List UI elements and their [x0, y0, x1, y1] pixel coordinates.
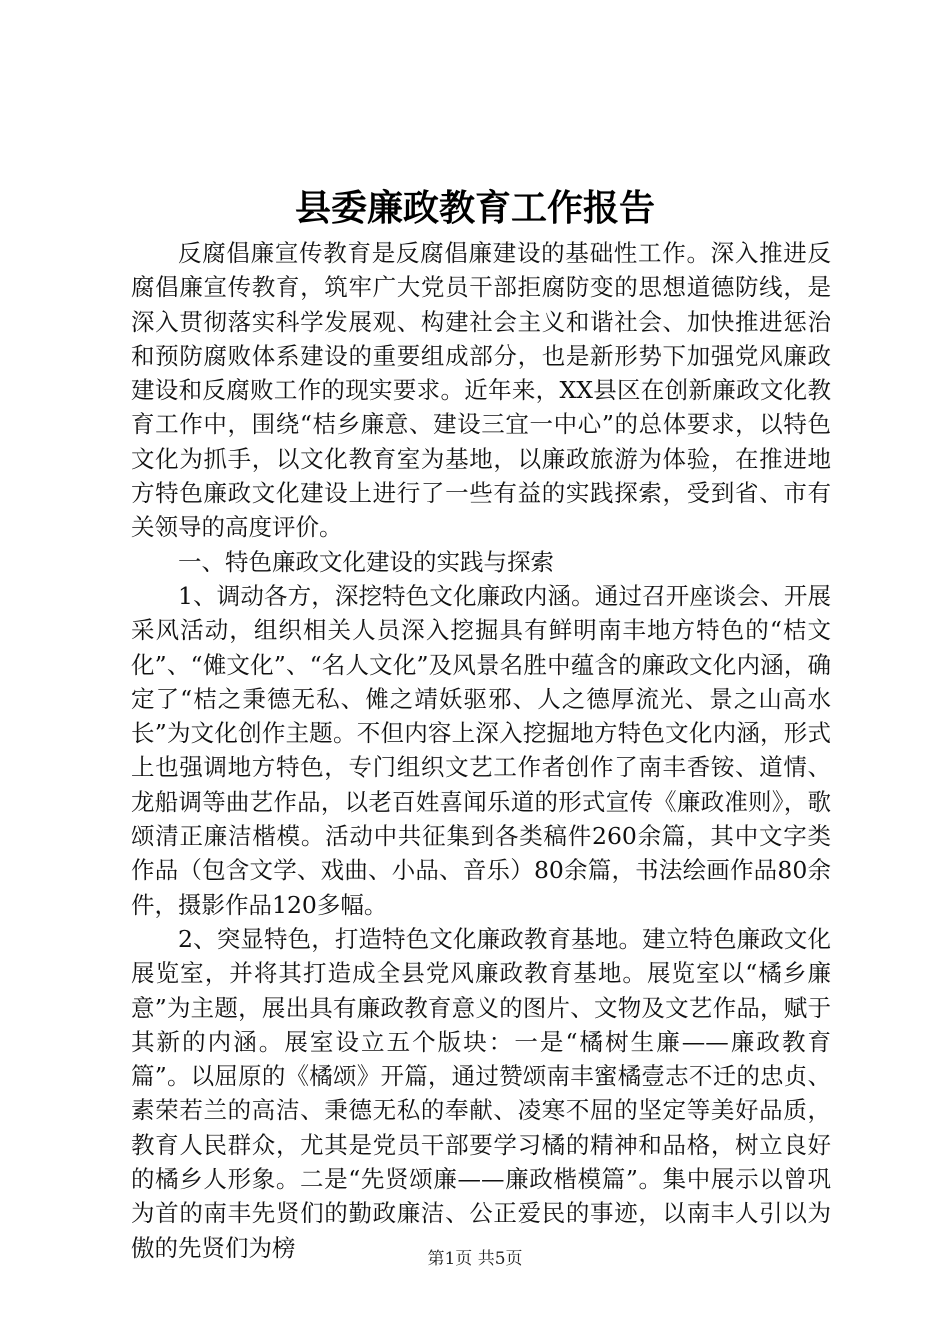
section-heading: 一、特色廉政文化建设的实践与探索 — [178, 547, 554, 576]
page-number-footer: 第1页 共5页 — [427, 1249, 523, 1269]
document-title: 县委廉政教育工作报告 — [294, 187, 655, 229]
body-paragraph-1: 1、调动各方，深挖特色文化廉政内涵。通过召开座谈会、开展采风活动，组织相关人员深入挖掘具有鲜明南丰地方特色的“桔文化”、“傩文化”、“名人文化”及风景名胜中蕴含的廉政文化内涵，确定了“桔之秉德无私、傩之靖妖驱邪、人之德厚流光、景之山高水长”为文化创作主题。不但内容上深入挖掘地方特色文化内涵，形式上也强调地方特色，专门组织文艺工作者创作了南丰香铵、道情、龙船调等曲艺作品，以老百姓喜闻乐道的形式宣传《廉政准则》，歌颂清正廉洁楷模。活动中共征集到各类稿件260余篇，其中文字类作品（包含文学、戏曲、小品、音乐）80余篇，书法绘画作品80余件，摄影作品120多幅。 — [131, 581, 831, 919]
body-paragraph-2: 2、突显特色，打造特色文化廉政教育基地。建立特色廉政文化展览室，并将其打造成全县党风廉政教育基地。展览室以“橘乡廉意”为主题，展出具有廉政教育意义的图片、文物及文艺作品，赋于其新的内涵。展室设立五个版块：一是“橘树生廉——廉政教育篇”。以屈原的《橘颂》开篇，通过赞颂南丰蜜橘壹志不迁的忠贞、素荣若兰的高洁、秉德无私的奉献、凌寒不屈的坚定等美好品质，教育人民群众，尤其是党员干部要学习橘的精神和品格，树立良好的橘乡人形象。二是“先贤颂廉——廉政楷模篇”。集中展示以曾巩为首的南丰先贤们的勤政廉洁、公正爱民的事迹，以南丰人引以为傲的先贤们为榜 — [131, 924, 831, 1262]
document-body — [131, 236, 831, 1265]
intro-paragraph: 反腐倡廉宣传教育是反腐倡廉建设的基础性工作。深入推进反腐倡廉宣传教育，筑牢广大党员干部拒腐防变的思想道德防线，是深入贯彻落实科学发展观、构建社会主义和谐社会、加快推进惩治和预防腐败体系建设的重要组成部分，也是新形势下加强党风廉政建设和反腐败工作的现实要求。近年来，XX县区在创新廉政文化教育工作中，围绕“桔乡廉意、建设三宜一中心”的总体要求，以特色文化为抓手，以文化教育室为基地，以廉政旅游为体验，在推进地方特色廉政文化建设上进行了一些有益的实践探索，受到省、市有关领导的高度评价。 — [131, 239, 831, 542]
